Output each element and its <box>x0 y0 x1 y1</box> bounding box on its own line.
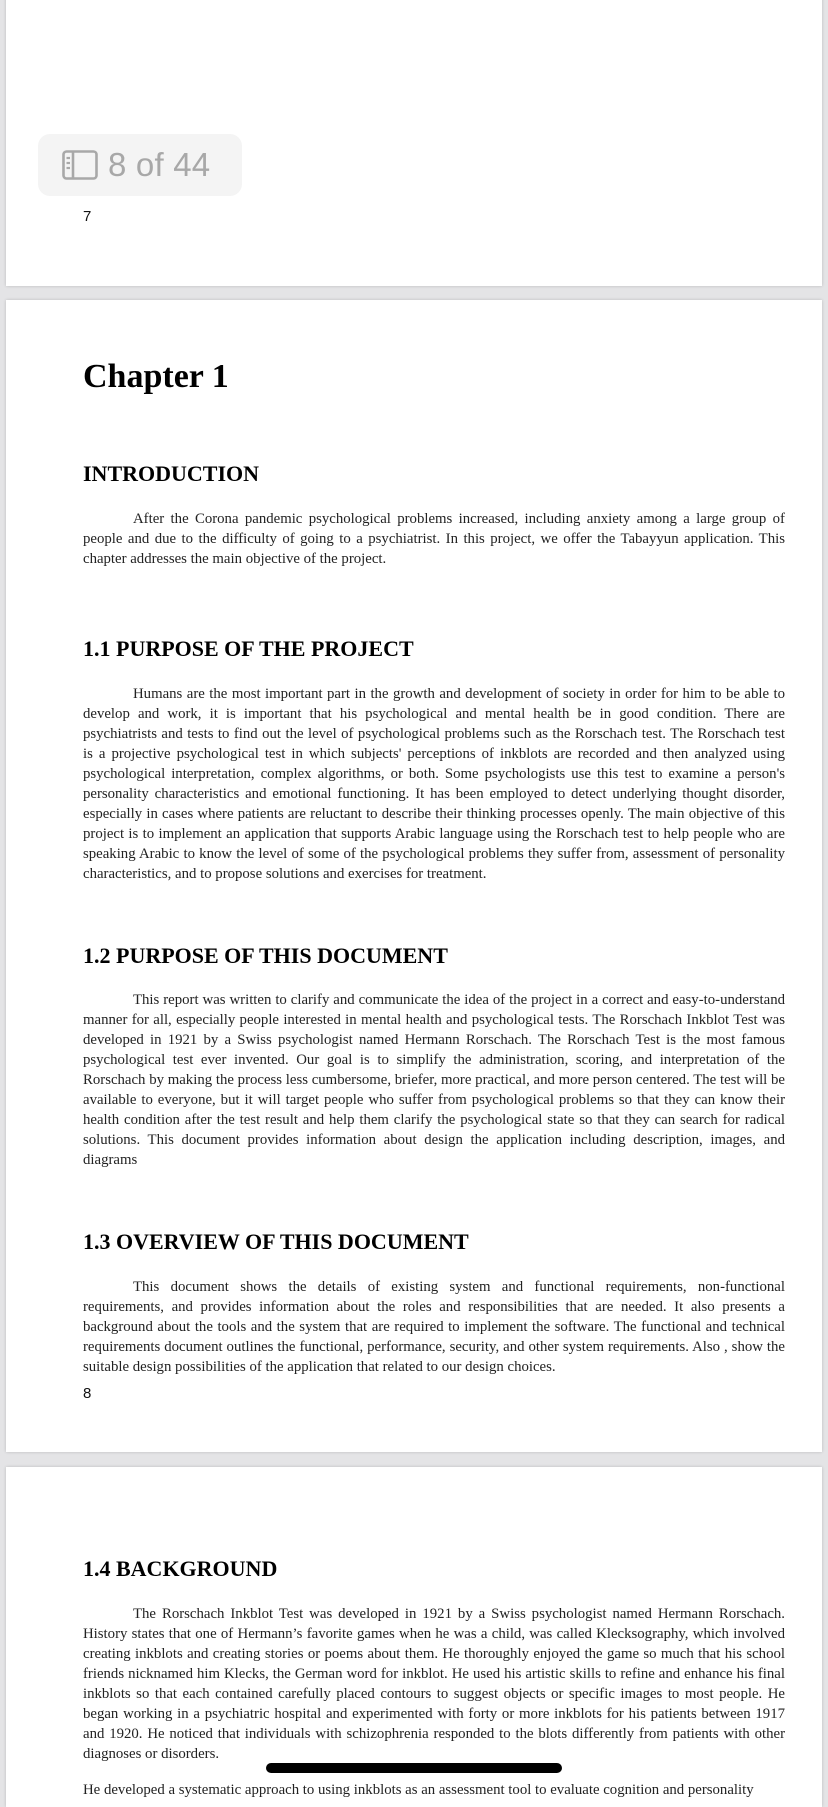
section-heading-1-4: 1.4 BACKGROUND <box>83 1556 278 1581</box>
current-document-page <box>6 300 822 1452</box>
section-1-4-paragraph: The Rorschach Inkblot Test was developed in 1921 by a Swiss psychologist named Hermann Rorschach. History states that one of Hermann’s favorite games when he was a child, was called Klecksography, which involved creating inkblots and creating stories or poems about them. He thoroughly enjoyed the game so much that his school friends nicknamed him Klecks, the German word for inkblot. He used his artistic skills to refine and enhance his final inkblots so that each contained carefully placed contours to suggest objects or specific images to most people. He began working in a psychiatric hospital and experimented with forty or more inkblots for his patients between 1917 and 1920. He noticed that individuals with schizophrenia responded to the blots differently from patients with other diagnoses or disorders. <box>83 1606 785 1762</box>
chapter-title: Chapter 1 <box>83 358 229 395</box>
section-1-3-paragraph: This document shows the details of existing system and functional requirements, non-functional requirements, and provides information about the roles and responsibilities that are needed. It also presents a background about the tools and the system that are required to implement the software. The functional and technical requirements document outlines the functional, performance, security, and other system requirements. Also , show the suitable design possibilities of the application that related to our design choices. <box>83 1279 785 1375</box>
section-heading-1-2: 1.2 PURPOSE OF THIS DOCUMENT <box>83 943 448 968</box>
page-indicator-text: 8 of 44 <box>108 146 211 183</box>
section-heading-1-3: 1.3 OVERVIEW OF THIS DOCUMENT <box>83 1229 469 1254</box>
introduction-paragraph: After the Corona pandemic psychological problems increased, including anxiety among a large group of people and due to the difficulty of going to a psychiatrist. In this project, we offer the Tabayyun application. This chapter addresses the main objective of the project. <box>83 511 785 567</box>
page-number: 8 <box>83 1385 92 1402</box>
section-heading-1-1: 1.1 PURPOSE OF THE PROJECT <box>83 636 414 661</box>
section-1-4-continued-paragraph: He developed a systematic approach to using inkblots as an assessment tool to evaluate cognition and personality <box>83 1782 754 1798</box>
page-thumbnail-icon <box>62 150 98 180</box>
page-number: 7 <box>83 208 92 225</box>
section-1-1-paragraph: Humans are the most important part in the growth and development of society in order for him to be able to develop and work, it is important that his psychological and mental health be in good condition. There are psychiatrists and tests to find out the level of psychological problems such as the Rorschach test. The Rorschach test is a projective psychological test in which subjects' perceptions of inkblots are recorded and then analyzed using psychological interpretation, complex algorithms, or both. Some psychologists use this test to examine a person's personality characteristics and emotional functioning. It has been employed to detect underlying thought disorder, especially in cases where patients are reluctant to describe their thinking processes openly. The main objective of this project is to implement an application that supports Arabic language using the Rorschach test to help people who are speaking Arabic to know the level of some of the psychological problems they suffer from, assessment of personality characteristics, and to propose solutions and exercises for treatment. <box>83 686 785 882</box>
home-indicator[interactable] <box>266 1763 562 1773</box>
page-indicator[interactable] <box>38 134 242 196</box>
section-1-2-paragraph: This report was written to clarify and communicate the idea of the project in a correct and easy-to-understand manner for all, especially people interested in mental health and psychological tests. The Rorschach Inkblot Test was developed in 1921 by a Swiss psychologist named Hermann Rorschach. The Rorschach Test is the most famous psychological test ever invented. Our goal is to simplify the administration, scoring, and interpretation of the Rorschach by making the process less cumbersome, briefer, more practical, and more person centered. The test will be available to everyone, but it will target people who suffer from psychological problems so that they can know their health condition after the test result and help them clarify the psychological state so that they can search for radical solutions. This document provides information about design the application including description, images, and diagrams <box>83 992 785 1168</box>
next-document-page <box>6 1467 822 1807</box>
section-heading-introduction: INTRODUCTION <box>83 461 260 486</box>
